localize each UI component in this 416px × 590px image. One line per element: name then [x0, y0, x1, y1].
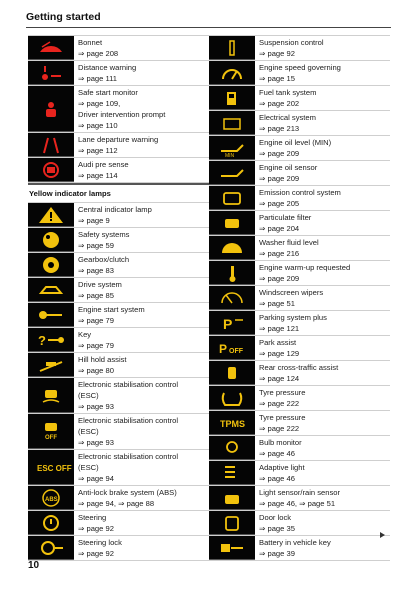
indicator-text — [259, 361, 390, 385]
indicator-text-line: Door lock — [259, 513, 292, 522]
svg-text:P: P — [223, 315, 233, 332]
indicator-text-line: ⇒ page 204 — [259, 224, 300, 233]
indicator-text — [259, 311, 390, 335]
indicator-text-line: Engine warm-up requested — [259, 263, 351, 272]
indicator-text — [259, 286, 390, 310]
indicator-text-line: Rear cross-traffic assist — [259, 363, 339, 372]
engine-warm-up-icon — [209, 261, 255, 285]
indicator-text-line: ⇒ page 213 — [259, 124, 300, 133]
indicator-text — [259, 261, 390, 285]
indicator-text-line: Key — [78, 330, 92, 339]
indicator-text — [78, 536, 209, 560]
indicator-row — [28, 278, 209, 303]
indicator-text-line: ⇒ page 92 — [78, 524, 114, 533]
indicator-text-line: ⇒ page 51 — [259, 299, 295, 308]
red-indicator-list — [28, 35, 209, 183]
indicator-text — [259, 211, 390, 235]
indicator-text-line: ⇒ page 121 — [259, 324, 300, 333]
tyre-pressure-icon — [209, 386, 255, 410]
indicator-text-line: (ESC) — [78, 427, 99, 436]
indicator-text — [259, 236, 390, 260]
indicator-text-line: ⇒ page 124 — [259, 374, 300, 383]
indicator-text — [78, 158, 209, 182]
battery-icon — [209, 111, 255, 135]
indicator-text — [259, 486, 390, 510]
engine-speed-governing-icon — [209, 61, 255, 85]
audi-pre-sense-icon — [28, 158, 74, 182]
indicator-text-line: Bulb monitor — [259, 438, 302, 447]
indicator-text-line: ⇒ page 129 — [259, 349, 300, 358]
indicator-text-line: Light sensor/rain sensor — [259, 488, 341, 497]
indicator-text-line: ⇒ page 111 — [78, 74, 118, 83]
indicator-text-line: Engine start system — [78, 305, 145, 314]
indicator-text-line: ⇒ page 94, ⇒ page 88 — [78, 499, 155, 508]
indicator-text — [78, 303, 209, 327]
indicator-text-line: Electronic stabilisation control — [78, 380, 179, 389]
indicator-text-line: ⇒ page 83 — [78, 266, 114, 275]
indicator-text-line: Gearbox/clutch — [78, 255, 130, 264]
door-lock-icon — [209, 511, 255, 535]
indicator-row — [28, 511, 209, 536]
right-column — [209, 35, 390, 561]
indicator-text-line: Engine oil sensor — [259, 163, 318, 172]
right-indicator-list — [209, 35, 390, 561]
key-battery-icon — [209, 536, 255, 560]
esc-off-text-icon — [28, 450, 74, 485]
indicator-text — [259, 111, 390, 135]
gearbox-clutch-icon — [28, 253, 74, 277]
indicator-row — [28, 228, 209, 253]
indicator-text — [259, 461, 390, 485]
indicator-text-line: ⇒ page 110 — [78, 121, 118, 130]
indicator-text — [259, 161, 390, 185]
oil-sensor-icon — [209, 161, 255, 185]
svg-text:OFF: OFF — [229, 347, 243, 355]
adaptive-light-icon — [209, 461, 255, 485]
indicator-text — [78, 511, 209, 535]
page-header — [26, 8, 391, 28]
indicator-row — [209, 386, 390, 411]
indicator-text — [78, 278, 209, 302]
engine-start-key-icon — [28, 303, 74, 327]
warning-triangle-icon — [28, 203, 74, 227]
indicator-row — [28, 86, 209, 133]
indicator-row — [28, 536, 209, 561]
indicator-text-line: Engine oil level (MIN) — [259, 138, 332, 147]
rear-cross-traffic-icon — [209, 361, 255, 385]
indicator-row — [28, 158, 209, 183]
park-assist-off-icon — [209, 336, 255, 360]
indicator-row — [28, 450, 209, 486]
indicator-text-line: Anti-lock brake system (ABS) — [78, 488, 177, 497]
indicator-text — [78, 450, 209, 485]
svg-text:MIN: MIN — [225, 152, 235, 159]
page-number: 10 — [28, 560, 40, 571]
lane-departure-icon — [28, 133, 74, 157]
indicator-text-line: Safe start monitor — [78, 88, 138, 97]
indicator-row — [28, 61, 209, 86]
indicator-text — [78, 203, 209, 227]
indicator-text-line: Particulate filter — [259, 213, 312, 222]
washer-fluid-icon — [209, 236, 255, 260]
key-question-icon — [28, 328, 74, 352]
yellow-indicator-list — [28, 202, 209, 561]
indicator-text — [78, 253, 209, 277]
oil-can-min-icon — [209, 136, 255, 160]
indicator-row — [28, 414, 209, 450]
indicator-text-line: ⇒ page 39 — [259, 549, 295, 558]
indicator-text-line: Electrical system — [259, 113, 316, 122]
indicator-row — [28, 253, 209, 278]
indicator-row — [209, 486, 390, 511]
indicator-row — [209, 136, 390, 161]
indicator-text-line: ⇒ page 85 — [78, 291, 114, 300]
safety-systems-icon — [28, 228, 74, 252]
indicator-text — [78, 61, 209, 85]
indicator-text — [78, 414, 209, 449]
indicator-text-line: ⇒ page 109, — [78, 99, 121, 108]
steering-lock-icon — [28, 536, 74, 560]
indicator-row — [209, 411, 390, 436]
indicator-text-line: ⇒ page 114 — [78, 171, 118, 180]
hill-hold-icon — [28, 353, 74, 377]
drive-system-icon — [28, 278, 74, 302]
indicator-row — [28, 378, 209, 414]
safe-start-monitor-icon — [28, 86, 74, 132]
indicator-text-line: Adaptive light — [259, 463, 305, 472]
indicator-row — [209, 311, 390, 336]
indicator-row — [209, 86, 390, 111]
indicator-text — [259, 36, 390, 60]
indicator-row — [209, 336, 390, 361]
header-title: Getting started — [26, 11, 101, 23]
indicator-row — [28, 328, 209, 353]
fuel-tank-icon — [209, 86, 255, 110]
indicator-text-line: Lane departure warning — [78, 135, 159, 144]
indicator-row — [209, 461, 390, 486]
indicator-text-line: Bonnet — [78, 38, 103, 47]
indicator-text-line: Tyre pressure — [259, 413, 306, 422]
indicator-text-line: Steering lock — [78, 538, 122, 547]
yellow-section-title: Yellow indicator lamps — [28, 183, 209, 202]
indicator-row — [209, 286, 390, 311]
indicator-text — [259, 136, 390, 160]
indicator-text — [259, 386, 390, 410]
tpms-icon — [209, 411, 255, 435]
indicator-text-line: ⇒ page 93 — [78, 402, 114, 411]
indicator-text — [259, 511, 390, 535]
indicator-text — [78, 486, 209, 510]
indicator-row — [209, 361, 390, 386]
bulb-monitor-icon — [209, 436, 255, 460]
indicator-text-line: (ESC) — [78, 463, 99, 472]
indicator-text-line: Emission control system — [259, 188, 341, 197]
left-column — [28, 35, 209, 561]
indicator-text — [259, 86, 390, 110]
abs-icon — [28, 486, 74, 510]
indicator-text-line: ⇒ page 208 — [78, 49, 119, 58]
svg-text:TPMS: TPMS — [220, 418, 246, 429]
indicator-text-line: Suspension control — [259, 38, 324, 47]
indicator-row — [209, 511, 390, 536]
indicator-text — [259, 411, 390, 435]
indicator-text-line: ⇒ page 205 — [259, 199, 300, 208]
indicator-text-line: Washer fluid level — [259, 238, 319, 247]
indicator-text-line: (ESC) — [78, 391, 99, 400]
indicator-text-line: Drive system — [78, 280, 122, 289]
indicator-text-line: ⇒ page 59 — [78, 241, 114, 250]
indicator-text — [259, 336, 390, 360]
emission-control-icon — [209, 186, 255, 210]
particulate-filter-icon — [209, 211, 255, 235]
next-page-arrow-icon — [380, 532, 385, 538]
indicator-text — [259, 61, 390, 85]
indicator-row — [209, 436, 390, 461]
indicator-text-line: Electronic stabilisation control — [78, 452, 179, 461]
indicator-row — [28, 486, 209, 511]
windscreen-wipers-icon — [209, 286, 255, 310]
indicator-text-line: ⇒ page 209 — [259, 149, 300, 158]
indicator-text-line: ⇒ page 209 — [259, 174, 300, 183]
indicator-text-line: ⇒ page 46 — [259, 474, 295, 483]
indicator-text-line: ⇒ page 94 — [78, 474, 114, 483]
svg-text:P: P — [219, 341, 228, 356]
indicator-text-line: Electronic stabilisation control — [78, 416, 179, 425]
indicator-text — [78, 328, 209, 352]
indicator-text — [78, 133, 209, 157]
indicator-text-line: Windscreen wipers — [259, 288, 324, 297]
indicator-text — [259, 536, 390, 560]
indicator-text — [259, 436, 390, 460]
indicator-row — [209, 536, 390, 561]
indicator-row — [28, 303, 209, 328]
svg-text:ESC OFF: ESC OFF — [37, 464, 72, 473]
indicator-text-line: ⇒ page 46 — [259, 449, 295, 458]
indicator-text — [78, 86, 209, 132]
indicator-text-line: ⇒ page 46, ⇒ page 51 — [259, 499, 336, 508]
indicator-text-line: ⇒ page 209 — [259, 274, 300, 283]
indicator-text — [78, 228, 209, 252]
indicator-text-line: Audi pre sense — [78, 160, 129, 169]
indicator-text-line: ⇒ page 80 — [78, 366, 114, 375]
indicator-text-line: Distance warning — [78, 63, 137, 72]
indicator-row — [209, 186, 390, 211]
indicator-row — [209, 61, 390, 86]
indicator-text-line: ⇒ page 35 — [259, 524, 295, 533]
indicator-text-line: ⇒ page 222 — [259, 424, 300, 433]
indicator-row — [28, 133, 209, 158]
indicator-text-line: Central indicator lamp — [78, 205, 152, 214]
bonnet-open-icon — [28, 36, 74, 60]
indicator-row — [209, 236, 390, 261]
indicator-text — [259, 186, 390, 210]
steering-warning-icon — [28, 511, 74, 535]
svg-text:?: ? — [38, 332, 46, 348]
indicator-text-line: ⇒ page 92 — [78, 549, 114, 558]
parking-system-plus-icon — [209, 311, 255, 335]
indicator-row — [209, 35, 390, 61]
indicator-row — [209, 111, 390, 136]
indicator-row — [209, 161, 390, 186]
esc-off-car-icon — [28, 414, 74, 449]
indicator-text-line: Battery in vehicle key — [259, 538, 331, 547]
indicator-text-line: ⇒ page 92 — [259, 49, 295, 58]
esc-icon — [28, 378, 74, 413]
indicator-row — [209, 211, 390, 236]
indicator-text-line: Engine speed governing — [259, 63, 341, 72]
indicator-text-line: Driver intervention prompt — [78, 110, 166, 119]
indicator-text — [78, 353, 209, 377]
indicator-text-line: Safety systems — [78, 230, 130, 239]
svg-text:ABS: ABS — [45, 496, 58, 503]
svg-text:OFF: OFF — [45, 435, 57, 441]
indicator-text-line: ⇒ page 202 — [259, 99, 300, 108]
indicator-text-line: ⇒ page 15 — [259, 74, 295, 83]
indicator-text-line: Hill hold assist — [78, 355, 127, 364]
indicator-row — [28, 353, 209, 378]
indicator-text — [78, 378, 209, 413]
indicator-row — [28, 202, 209, 228]
indicator-text-line: ⇒ page 222 — [259, 399, 300, 408]
indicator-text-line: Parking system plus — [259, 313, 327, 322]
indicator-text-line: ⇒ page 79 — [78, 316, 114, 325]
indicator-row — [28, 35, 209, 61]
indicator-row — [209, 261, 390, 286]
indicator-text-line: ⇒ page 112 — [78, 146, 118, 155]
indicator-text — [78, 36, 209, 60]
suspension-control-icon — [209, 36, 255, 60]
light-rain-sensor-icon — [209, 486, 255, 510]
indicator-text-line: ⇒ page 9 — [78, 216, 110, 225]
indicator-text-line: ⇒ page 93 — [78, 438, 114, 447]
indicator-text-line: Park assist — [259, 338, 297, 347]
distance-warning-icon — [28, 61, 74, 85]
indicator-text-line: ⇒ page 216 — [259, 249, 300, 258]
indicator-text-line: Tyre pressure — [259, 388, 306, 397]
indicator-text-line: Steering — [78, 513, 107, 522]
indicator-text-line: ⇒ page 79 — [78, 341, 114, 350]
indicator-text-line: Fuel tank system — [259, 88, 317, 97]
